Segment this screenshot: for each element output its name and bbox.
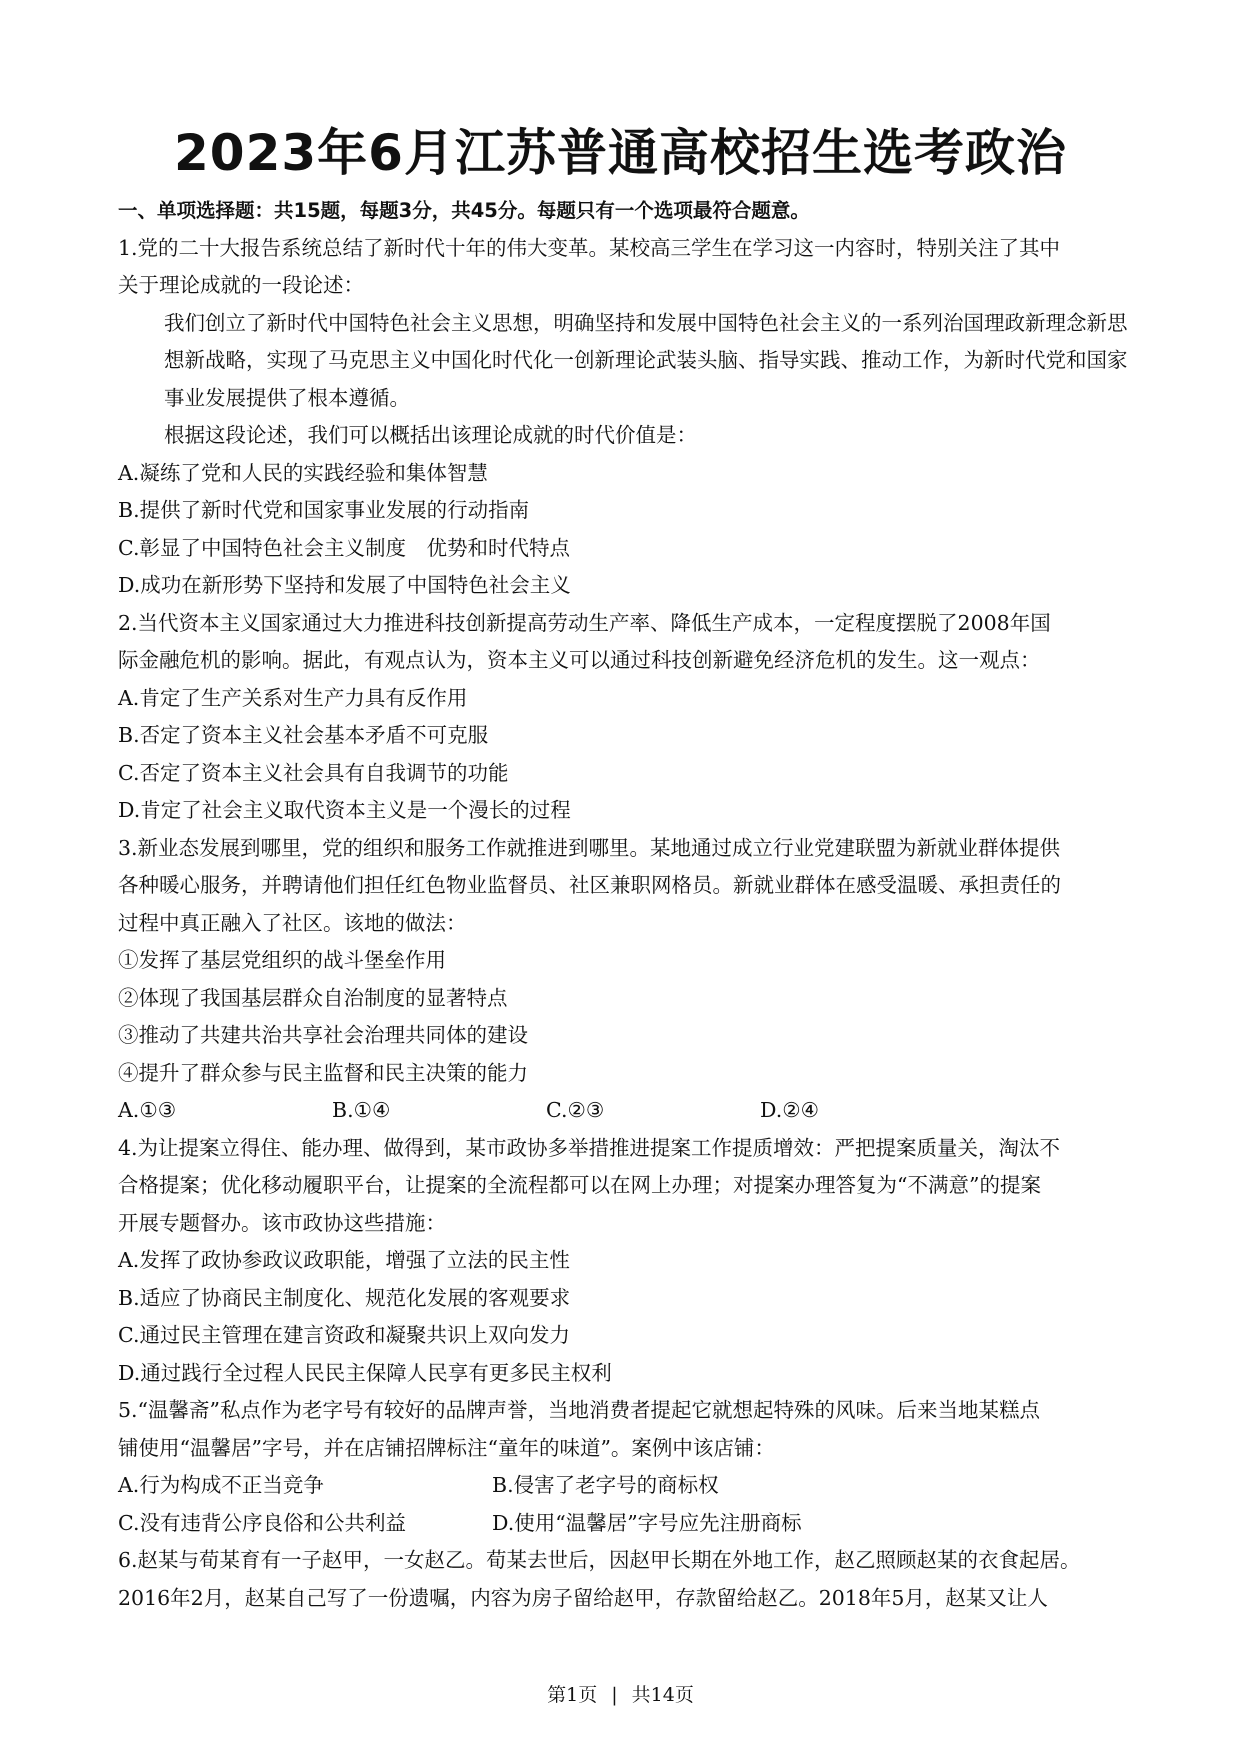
question-6 (118, 1542, 1128, 1617)
option-a: A.肯定了生产关系对生产力具有反作用 (118, 685, 468, 710)
question-3 (118, 830, 1128, 1130)
option-row (118, 1467, 1128, 1505)
option-a: A.凝练了党和人民的实践经验和集体智慧 (118, 460, 488, 485)
question-stem-line: 过程中真正融入了社区。该地的做法： (118, 910, 467, 935)
section-heading: 一、单项选择题：共15题，每题3分，共45分。每题只有一个选项最符合题意。 (118, 199, 810, 222)
option-row (118, 1092, 1128, 1130)
question-stem-line: 铺使用“温馨居”字号，并在店铺招牌标注“童年的味道”。案例中该店铺： (118, 1435, 775, 1460)
option-d: D.通过践行全过程人民民主保障人民享有更多民主权利 (118, 1360, 612, 1385)
question-stem-line: 2.当代资本主义国家通过大力推进科技创新提高劳动生产率、降低生产成本，一定程度摆脱了2008年国 (118, 610, 1051, 635)
statement-2: ②体现了我国基层群众自治制度的显著特点 (118, 985, 508, 1010)
option-a: A.行为构成不正当竞争 (118, 1473, 324, 1497)
question-5 (118, 1392, 1128, 1542)
option-c: C.没有违背公序良俗和公共利益 (118, 1510, 406, 1535)
option-b: B.适应了协商民主制度化、规范化发展的客观要求 (118, 1285, 571, 1310)
question-stem-line: 际金融危机的影响。据此，有观点认为，资本主义可以通过科技创新避免经济危机的发生。这一观点： (118, 648, 1041, 672)
option-c: C.彰显了中国特色社会主义制度 优势和时代特点 (118, 535, 570, 560)
statement-4: ④提升了群众参与民主监督和民主决策的能力 (118, 1060, 528, 1085)
option-c: C.否定了资本主义社会具有自我调节的功能 (118, 760, 509, 785)
statement-3: ③推动了共建共治共享社会治理共同体的建设 (118, 1023, 528, 1047)
question-stem-line: 4.为让提案立得住、能办理、做得到，某市政协多举措推进提案工作提质增效：严把提案质量关，淘汰不 (118, 1135, 1061, 1160)
question-stem-line: 合格提案；优化移动履职平台，让提案的全流程都可以在网上办理；对提案办理答复为“不满意”的提案 (118, 1173, 1041, 1197)
question-stem-line: 3.新业态发展到哪里，党的组织和服务工作就推进到哪里。某地通过成立行业党建联盟为新就业群体提供 (118, 835, 1061, 860)
question-stem-line: 关于理论成就的一段论述： (118, 273, 364, 297)
option-b: B.①④ (332, 1098, 391, 1122)
option-c: C.②③ (546, 1098, 605, 1122)
footer-separator: | (611, 1684, 618, 1706)
option-a: A.①③ (118, 1098, 177, 1122)
option-row (118, 1505, 1128, 1543)
option-b: B.提供了新时代党和国家事业发展的行动指南 (118, 498, 530, 522)
question-stem-line: 开展专题督办。该市政协这些措施： (118, 1210, 446, 1235)
question-stem-line: 1.党的二十大报告系统总结了新时代十年的伟大变革。某校高三学生在学习这一内容时，特别关注了其中 (118, 235, 1061, 260)
question-stem-line: 2016年2月，赵某自己写了一份遗嘱，内容为房子留给赵甲，存款留给赵乙。2018年5月，赵某又让人 (118, 1585, 1048, 1610)
question-stem-line: 6.赵某与荀某育有一子赵甲，一女赵乙。荀某去世后，因赵甲长期在外地工作，赵乙照顾赵某的衣食起居。 (118, 1548, 1081, 1572)
page-total: 共14页 (631, 1684, 694, 1706)
option-b: B.侵害了老字号的商标权 (492, 1473, 719, 1497)
quoted-passage: 我们创立了新时代中国特色社会主义思想，明确坚持和发展中国特色社会主义的一系列治国理政新理念新思想新战略，实现了马克思主义中国化时代化一创新理论武装头脑、指导实践、推动工作，为新时代党和国家事业发展提供了根本遵循。 (164, 310, 1128, 410)
option-a: A.发挥了政协参政议政职能，增强了立法的民主性 (118, 1248, 570, 1272)
question-stem-line: 5.“温馨斋”私点作为老字号有较好的品牌声誉，当地消费者提起它就想起特殊的风味。后来当地某糕点 (118, 1398, 1041, 1422)
option-d: D.②④ (760, 1098, 819, 1122)
statement-1: ①发挥了基层党组织的战斗堡垒作用 (118, 948, 446, 972)
question-prompt: 根据这段论述，我们可以概括出该理论成就的时代价值是： (164, 423, 697, 447)
exam-title: 2023年6月江苏普通高校招生选考政治 (174, 124, 1067, 182)
page-number: 第1页 (547, 1684, 598, 1706)
option-b: B.否定了资本主义社会基本矛盾不可克服 (118, 723, 489, 747)
question-4 (118, 1130, 1128, 1393)
question-stem-line: 各种暖心服务，并聘请他们担任红色物业监督员、社区兼职网格员。新就业群体在感受温暖、承担责任的 (118, 873, 1061, 897)
option-d: D.成功在新形势下坚持和发展了中国特色社会主义 (118, 573, 571, 597)
exam-content (118, 192, 1128, 1617)
question-2 (118, 605, 1128, 830)
option-d: D.使用“温馨居”字号应先注册商标 (492, 1510, 802, 1535)
option-c: C.通过民主管理在建言资政和凝聚共识上双向发力 (118, 1323, 570, 1347)
page-footer (0, 1680, 1241, 1710)
option-d: D.肯定了社会主义取代资本主义是一个漫长的过程 (118, 798, 571, 822)
question-1 (118, 230, 1128, 605)
